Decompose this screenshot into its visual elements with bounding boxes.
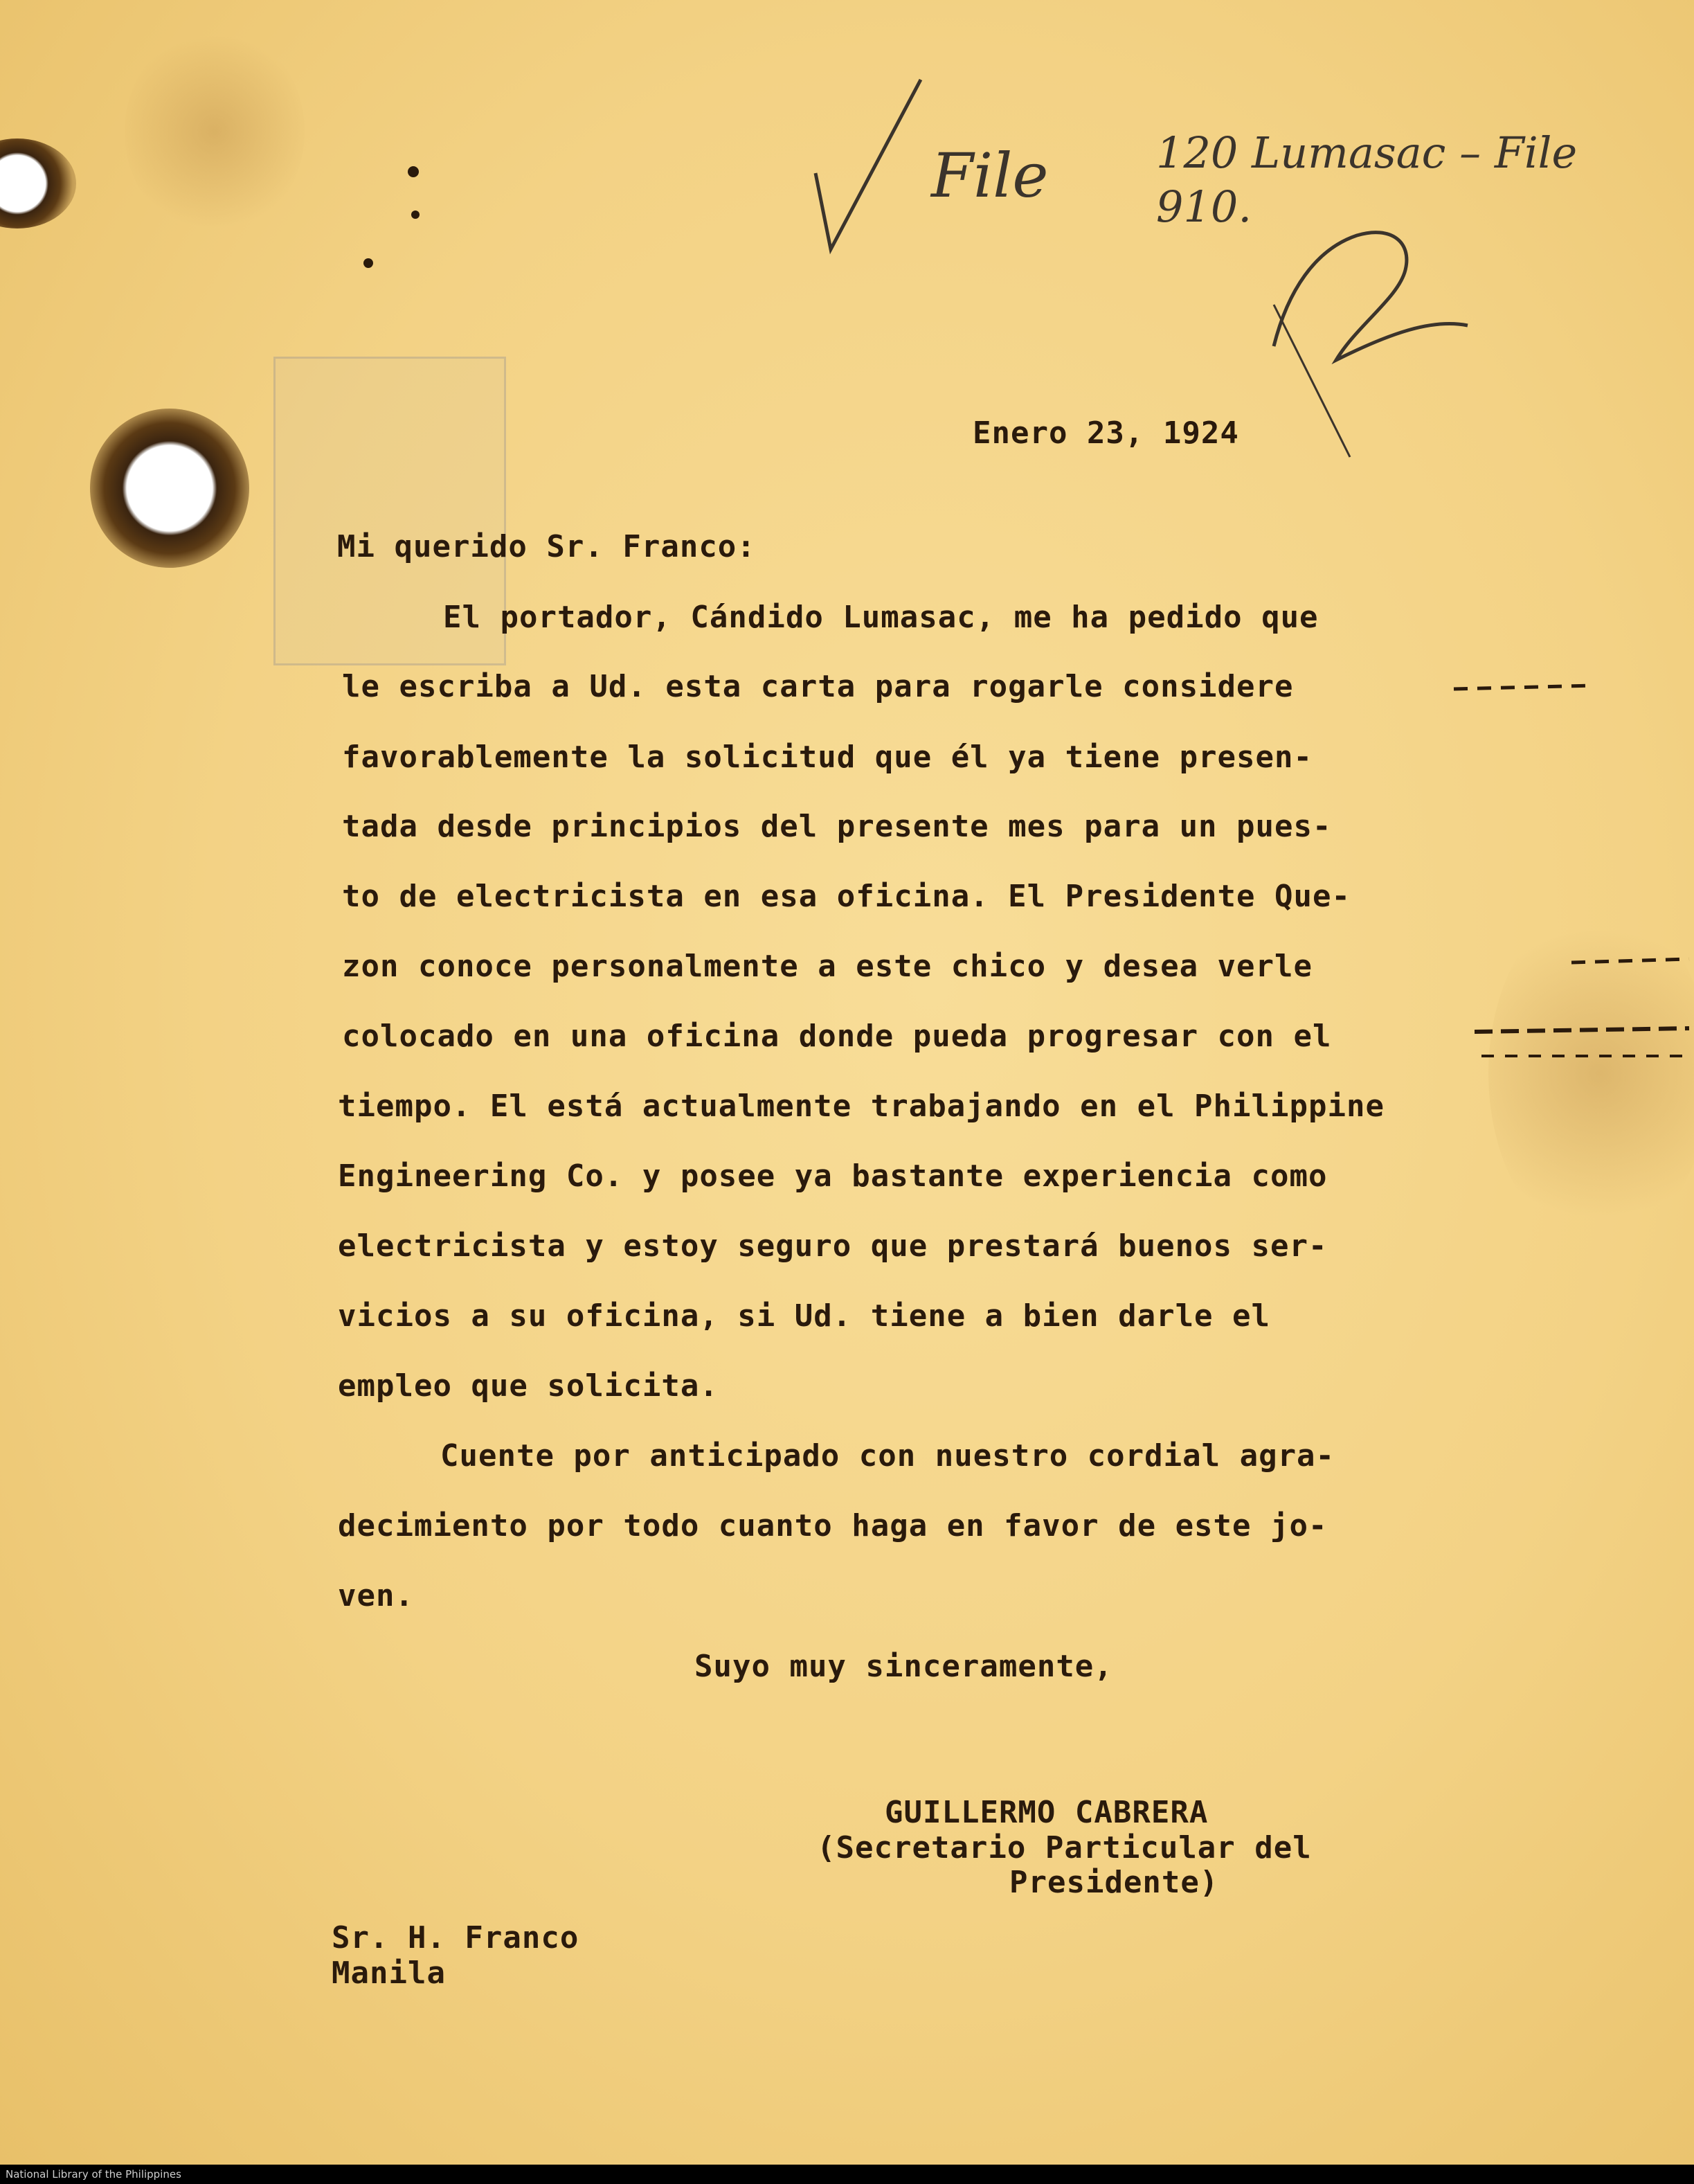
pencil-dash bbox=[1571, 959, 1689, 963]
handwritten-file-note: File bbox=[931, 140, 1049, 211]
initial-scribble bbox=[1274, 233, 1468, 360]
body-line: tada desde principios del presente mes para un pues- bbox=[342, 809, 1332, 844]
body-line: to de electricista en esa oficina. El Presidente Que- bbox=[342, 879, 1351, 914]
signature-name: GUILLERMO CABRERA bbox=[885, 1795, 1209, 1830]
pencil-dash bbox=[1475, 1028, 1689, 1032]
body-line: Engineering Co. y posee ya bastante experiencia como bbox=[338, 1158, 1328, 1194]
body-line: electricista y estoy seguro que prestará buenos ser- bbox=[338, 1228, 1328, 1264]
body-line: favorablemente la solicitud que él ya tiene presen- bbox=[342, 740, 1313, 775]
letter-closing: Suyo muy sinceramente, bbox=[694, 1649, 1113, 1684]
pencil-line bbox=[1274, 305, 1350, 457]
punch-mark bbox=[411, 211, 420, 219]
body-line: empleo que solicita. bbox=[338, 1368, 719, 1404]
handwritten-file-reference: 120 Lumasac – File bbox=[1156, 127, 1578, 178]
archive-footer: National Library of the Philippines bbox=[0, 2165, 1694, 2184]
punch-mark bbox=[408, 166, 419, 177]
body-line: decimiento por todo cuanto haga en favor de este jo- bbox=[338, 1508, 1328, 1543]
signature-title-line-2: Presidente) bbox=[1009, 1865, 1219, 1900]
letter-date: Enero 23, 1924 bbox=[973, 415, 1239, 451]
body-line: Cuente por anticipado con nuestro cordial agra- bbox=[440, 1438, 1335, 1474]
recipient-city: Manila bbox=[332, 1955, 446, 1991]
pencil-dash bbox=[1454, 686, 1592, 689]
body-line: colocado en una oficina donde pueda progresar con el bbox=[342, 1019, 1332, 1054]
handwritten-number: 910. bbox=[1156, 181, 1252, 232]
letter-salutation: Mi querido Sr. Franco: bbox=[337, 529, 756, 564]
body-line: zon conoce personalmente a este chico y desea verle bbox=[342, 949, 1313, 984]
body-line: vicios a su oficina, si Ud. tiene a bien darle el bbox=[338, 1298, 1271, 1334]
signature-title-line-1: (Secretario Particular del bbox=[817, 1830, 1312, 1865]
body-line: le escriba a Ud. esta carta para rogarle considere bbox=[342, 669, 1294, 704]
checkmark bbox=[816, 80, 921, 249]
recipient-name: Sr. H. Franco bbox=[332, 1920, 579, 1955]
body-line: ven. bbox=[338, 1578, 414, 1613]
punch-mark bbox=[363, 258, 373, 268]
body-line: tiempo. El está actualmente trabajando en el Philippine bbox=[338, 1089, 1385, 1124]
body-line: El portador, Cándido Lumasac, me ha pedido que bbox=[443, 600, 1319, 635]
